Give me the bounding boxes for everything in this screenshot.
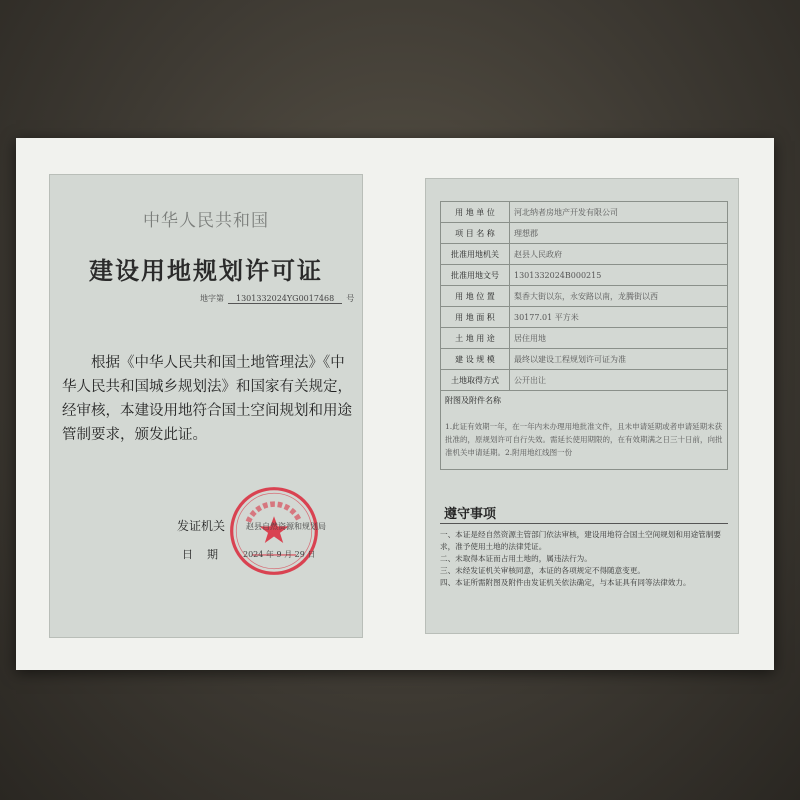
attachments-label: 附图及附件名称	[445, 396, 501, 405]
row-value: 河北纳者房地产开发有限公司	[510, 202, 728, 223]
note-item: 二、未取得本证而占用土地的，属违法行为。	[440, 554, 592, 563]
row-value: 1301332024B000215	[510, 265, 728, 286]
certificate-number	[200, 293, 354, 304]
certificate-right-page	[425, 178, 739, 634]
certificate-left-page	[49, 174, 363, 638]
row-label: 项 目 名 称	[441, 223, 510, 244]
certificate-body-text: 根据《中华人民共和国土地管理法》《中华人民共和国城乡规划法》和国家有关规定，经审核，本建设用地符合国土空间规划和用途管制要求，颁发此证。	[62, 355, 352, 443]
row-label: 土 地 用 途	[441, 328, 510, 349]
row-value: 30177.01 平方米	[510, 307, 728, 328]
row-value: 梨香大街以东，永安路以南，龙腾街以西	[510, 286, 728, 307]
row-label: 批准用地机关	[441, 244, 510, 265]
row-label: 建 设 规 模	[441, 349, 510, 370]
table-row	[441, 307, 728, 328]
date-label: 日期	[182, 548, 232, 561]
note-item: 三、未经发证机关审核同意，本证的各项规定不得随意变更。	[440, 566, 646, 575]
row-value: 赵县人民政府	[510, 244, 728, 265]
row-label: 用 地 位 置	[441, 286, 510, 307]
table-row	[441, 244, 728, 265]
row-label: 土地取得方式	[441, 370, 510, 391]
table-row	[441, 265, 728, 286]
attachments-text: 1.此证有效期一年，在一年内未办理用地批准文件，且未申请延期或者申请延期未获批准的，原规划许可自行失效。需延长使用期限的，在有效期满之日三十日前，向批准机关申请延期。2.附用地红线图一份	[445, 422, 723, 457]
table-row	[441, 202, 728, 223]
row-label: 用 地 单 位	[441, 202, 510, 223]
row-label: 批准用地文号	[441, 265, 510, 286]
row-label: 用 地 面 积	[441, 307, 510, 328]
note-item: 四、本证所需附图及附件由发证机关依法确定，与本证具有同等法律效力。	[440, 578, 691, 587]
certificate-sheet	[16, 138, 774, 670]
table-row	[441, 349, 728, 370]
land-info-table	[440, 201, 728, 470]
attachments-row	[441, 391, 728, 470]
row-value: 最终以建设工程规划许可证为准	[510, 349, 728, 370]
notes-divider	[440, 523, 728, 524]
table-row	[441, 370, 728, 391]
table-row	[441, 286, 728, 307]
cert-no-value: 1301332024YG0017468	[228, 294, 342, 304]
row-value: 理想郡	[510, 223, 728, 244]
notes-title: 遵守事项	[444, 507, 497, 522]
table-row	[441, 223, 728, 244]
cert-no-prefix: 地字第	[200, 294, 224, 303]
issuer-value: 赵县自然资源和规划局	[246, 522, 326, 531]
notes-list	[440, 529, 730, 589]
country-name: 中华人民共和国	[143, 211, 269, 231]
table-row	[441, 328, 728, 349]
row-value: 公开出让	[510, 370, 728, 391]
note-item: 一、本证是经自然资源主管部门依法审核，建设用地符合国土空间规划和用途管制要求，准予使用土地的法律凭证。	[440, 530, 721, 551]
issuer-label: 发证机关	[177, 519, 226, 533]
cert-no-suffix: 号	[346, 294, 355, 303]
issue-date: 2024 年 9 月 29 日	[243, 550, 316, 559]
document-title: 建设用地规划许可证	[89, 256, 323, 285]
row-value: 居住用地	[510, 328, 728, 349]
attachments-cell	[441, 391, 728, 470]
